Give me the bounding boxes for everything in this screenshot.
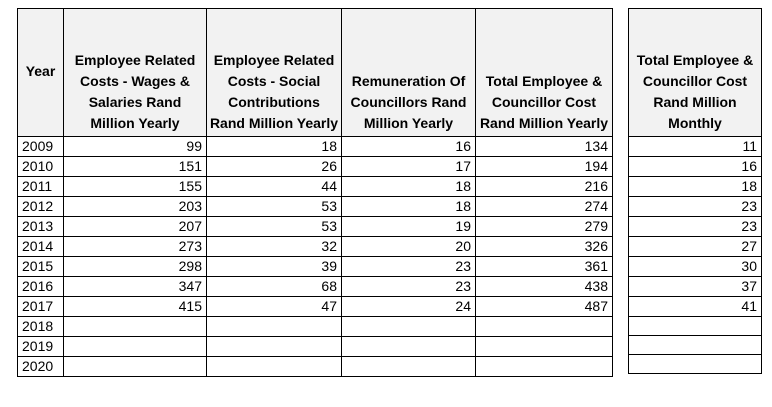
table-row: [18, 177, 613, 197]
table-row: [629, 336, 762, 355]
total-yearly-cell: [476, 357, 613, 377]
total-monthly-cell: 16: [629, 157, 762, 177]
social-cell: 32: [207, 237, 342, 257]
header-year: Year: [18, 9, 64, 137]
year-cell: 2019: [18, 337, 64, 357]
total-yearly-cell: 194: [476, 157, 613, 177]
year-cell: 2011: [18, 177, 64, 197]
councillors-cell: [342, 317, 476, 337]
table-row: [629, 197, 762, 217]
total-monthly-cell: 18: [629, 177, 762, 197]
social-cell: [207, 317, 342, 337]
councillors-cell: 17: [342, 157, 476, 177]
total-yearly-cell: [476, 337, 613, 357]
wages-cell: 155: [64, 177, 207, 197]
header-row: [18, 9, 613, 137]
social-cell: 47: [207, 297, 342, 317]
councillors-cell: 23: [342, 257, 476, 277]
header-social-contributions: Employee Related Costs - Social Contributions Rand Million Yearly: [207, 9, 342, 137]
table-row: [18, 297, 613, 317]
table-row: [18, 217, 613, 237]
wages-cell: [64, 337, 207, 357]
total-monthly-cell: 23: [629, 217, 762, 237]
total-yearly-cell: 361: [476, 257, 613, 277]
total-yearly-cell: 274: [476, 197, 613, 217]
table-row: [629, 317, 762, 336]
social-cell: 44: [207, 177, 342, 197]
social-cell: 18: [207, 137, 342, 157]
total-yearly-cell: 326: [476, 237, 613, 257]
total-monthly-cell: 37: [629, 277, 762, 297]
wages-cell: 99: [64, 137, 207, 157]
wages-cell: 203: [64, 197, 207, 217]
total-monthly-cell: 30: [629, 257, 762, 277]
table-row: [18, 137, 613, 157]
wages-cell: 347: [64, 277, 207, 297]
social-cell: [207, 337, 342, 357]
year-cell: 2009: [18, 137, 64, 157]
table-row: [629, 297, 762, 317]
table-row: [629, 277, 762, 297]
header-wages-salaries: Employee Related Costs - Wages & Salaries Rand Million Yearly: [64, 9, 207, 137]
year-cell: 2010: [18, 157, 64, 177]
year-cell: 2013: [18, 217, 64, 237]
total-monthly-cell: [629, 355, 762, 374]
wages-cell: 415: [64, 297, 207, 317]
total-yearly-cell: 216: [476, 177, 613, 197]
wages-cell: 298: [64, 257, 207, 277]
councillors-cell: 16: [342, 137, 476, 157]
councillors-cell: 23: [342, 277, 476, 297]
table-row: [18, 237, 613, 257]
social-cell: 39: [207, 257, 342, 277]
year-cell: 2018: [18, 317, 64, 337]
total-yearly-cell: 487: [476, 297, 613, 317]
councillors-cell: [342, 357, 476, 377]
header-total-yearly: Total Employee & Councillor Cost Rand Million Yearly: [476, 9, 613, 137]
social-cell: [207, 357, 342, 377]
table-row: [629, 137, 762, 157]
social-cell: 26: [207, 157, 342, 177]
total-monthly-cell: 11: [629, 137, 762, 157]
year-cell: 2017: [18, 297, 64, 317]
total-monthly-cell: 41: [629, 297, 762, 317]
table-row: [629, 217, 762, 237]
table-row: [18, 337, 613, 357]
total-monthly-cell: [629, 336, 762, 355]
total-yearly-cell: 438: [476, 277, 613, 297]
total-monthly-cell: 23: [629, 197, 762, 217]
councillors-cell: [342, 337, 476, 357]
header-remuneration-councillors: Remuneration Of Councillors Rand Million Yearly: [342, 9, 476, 137]
wages-cell: [64, 357, 207, 377]
table-row: [18, 317, 613, 337]
year-cell: 2016: [18, 277, 64, 297]
side-header-row: [629, 9, 762, 137]
total-yearly-cell: 134: [476, 137, 613, 157]
yearly-cost-table: [17, 8, 613, 377]
table-row: [18, 157, 613, 177]
total-monthly-cell: [629, 317, 762, 336]
social-cell: 68: [207, 277, 342, 297]
total-yearly-cell: [476, 317, 613, 337]
total-monthly-cell: 27: [629, 237, 762, 257]
social-cell: 53: [207, 197, 342, 217]
year-cell: 2014: [18, 237, 64, 257]
header-total-monthly: Total Employee & Councillor Cost Rand Million Monthly: [629, 9, 762, 137]
table-row: [18, 197, 613, 217]
wages-cell: 207: [64, 217, 207, 237]
councillors-cell: 19: [342, 217, 476, 237]
table-row: [629, 355, 762, 374]
councillors-cell: 18: [342, 197, 476, 217]
total-yearly-cell: 279: [476, 217, 613, 237]
year-cell: 2015: [18, 257, 64, 277]
monthly-cost-table: [628, 8, 762, 374]
year-cell: 2012: [18, 197, 64, 217]
wages-cell: [64, 317, 207, 337]
table-row: [18, 257, 613, 277]
table-row: [18, 357, 613, 377]
table-row: [629, 177, 762, 197]
table-row: [629, 257, 762, 277]
wages-cell: 151: [64, 157, 207, 177]
councillors-cell: 18: [342, 177, 476, 197]
wages-cell: 273: [64, 237, 207, 257]
table-row: [629, 237, 762, 257]
councillors-cell: 24: [342, 297, 476, 317]
table-row: [18, 277, 613, 297]
councillors-cell: 20: [342, 237, 476, 257]
table-row: [629, 157, 762, 177]
year-cell: 2020: [18, 357, 64, 377]
social-cell: 53: [207, 217, 342, 237]
